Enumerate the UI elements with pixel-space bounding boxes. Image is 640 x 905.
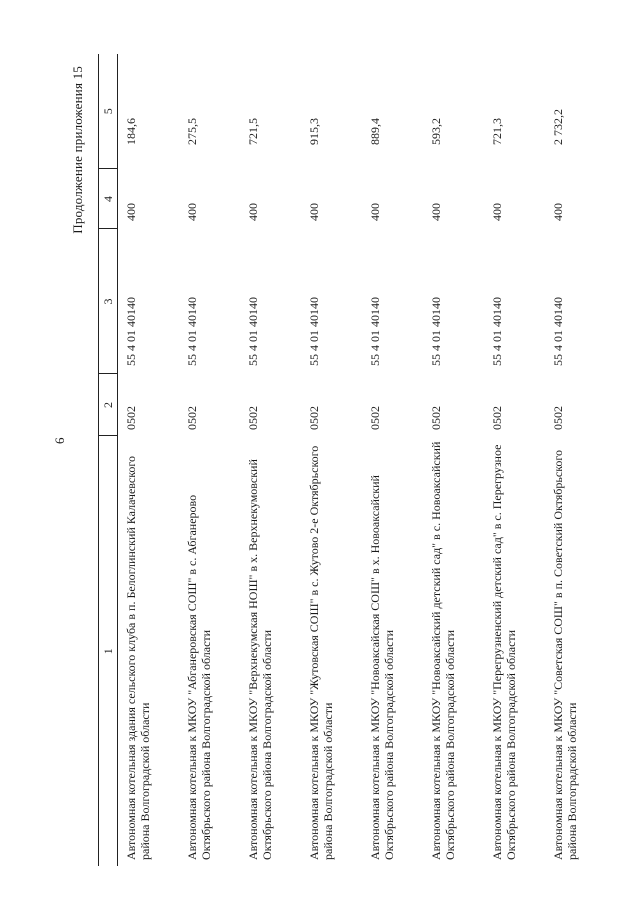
table-row [240,54,301,866]
expense-type-cell: 400 [185,203,199,221]
expense-type-cell: 400 [307,203,321,221]
table-row [423,54,484,866]
target-article-cell: 55 4 01 40140 [307,297,321,366]
continuation-caption: Продолжение приложения 15 [70,66,85,234]
column-header: 4 [99,169,118,229]
facility-name-cell: Автономная котельная к МКОУ "Советская СОШ" в п. Советский Октябрьского района Волгоградской области [551,449,579,860]
target-article-cell: 55 4 01 40140 [490,297,504,366]
table-row [179,54,240,866]
column-header: 2 [99,374,118,436]
target-article-cell: 55 4 01 40140 [551,297,565,366]
column-header: 5 [99,54,118,169]
table-row [362,54,423,866]
expense-type-cell: 400 [368,203,382,221]
page-number: 6 [52,437,67,444]
rotated-landscape-content [52,52,600,872]
expense-type-cell: 400 [246,203,260,221]
amount-cell: 889,4 [368,118,382,145]
table-header-row [99,54,118,866]
target-article-cell: 55 4 01 40140 [246,297,260,366]
expense-type-cell: 400 [490,203,504,221]
amount-cell: 2 732,2 [551,109,565,145]
table-row [301,54,362,866]
table-row [484,54,545,866]
table-row [545,54,606,866]
facility-name-cell: Автономная котельная к МКОУ "Новоаксайская СОШ" в х. Новоаксайский Октябрьского района Волгоградской области [368,475,396,860]
section-code-cell: 0502 [368,406,382,430]
facility-name-cell: Автономная котельная к МКОУ "Новоаксайский детский сад" в с. Новоаксайский Октябрьского района Волгоградской области [429,441,457,860]
expense-type-cell: 400 [429,203,443,221]
section-code-cell: 0502 [124,406,138,430]
amount-cell: 184,6 [124,118,138,145]
section-code-cell: 0502 [429,406,443,430]
column-header: 1 [99,436,118,866]
amount-cell: 721,3 [490,118,504,145]
column-header: 3 [99,229,118,374]
section-code-cell: 0502 [490,406,504,430]
target-article-cell: 55 4 01 40140 [429,297,443,366]
target-article-cell: 55 4 01 40140 [368,297,382,366]
target-article-cell: 55 4 01 40140 [124,297,138,366]
target-article-cell: 55 4 01 40140 [185,297,199,366]
section-code-cell: 0502 [307,406,321,430]
amount-cell: 593,2 [429,118,443,145]
facility-name-cell: Автономная котельная к МКОУ "Жутовская СОШ" в с. Жутово 2-е Октябрьского района Волгоградской области [307,445,335,860]
section-code-cell: 0502 [246,406,260,430]
section-code-cell: 0502 [185,406,199,430]
amount-cell: 721,5 [246,118,260,145]
amount-cell: 915,3 [307,118,321,145]
amount-cell: 275,5 [185,118,199,145]
facility-name-cell: Автономная котельная к МКОУ "Абганеровская СОШ" в с. Абганерово Октябрьского района Волгоградской области [185,494,213,860]
appendix-table [98,54,606,866]
facility-name-cell: Автономная котельная к МКОУ "Верхнекумская НОШ" в х. Верхнекумовский Октябрьского района Волгоградской области [246,459,274,860]
expense-type-cell: 400 [551,203,565,221]
facility-name-cell: Автономная котельная здания сельского клуба в п. Белоглинский Калачевского района Волгоградской области [124,455,152,860]
expense-type-cell: 400 [124,203,138,221]
section-code-cell: 0502 [551,406,565,430]
table-row [118,54,180,866]
facility-name-cell: Автономная котельная к МКОУ "Перегрузненский детский сад" в с. Перегрузное Октябрьского района Волгоградской области [490,444,518,860]
